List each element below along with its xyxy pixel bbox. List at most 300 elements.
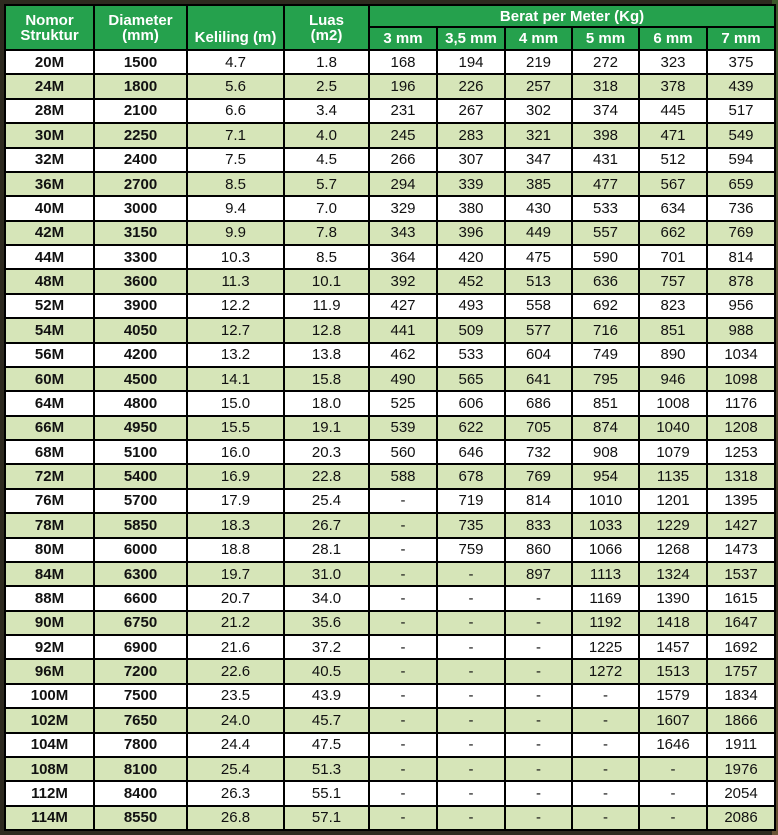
cell-berat-6mm: - [639, 781, 707, 805]
header-luas [284, 5, 369, 50]
cell-diameter: 6300 [94, 562, 187, 586]
cell-berat-5mm: 374 [572, 99, 639, 123]
header-diameter [94, 5, 187, 50]
cell-berat-3-5mm: 565 [437, 367, 505, 391]
table-row [5, 99, 775, 123]
table-row [5, 659, 775, 683]
cell-nomor-struktur: 88M [5, 586, 94, 610]
cell-luas: 37.2 [284, 635, 369, 659]
cell-diameter: 5400 [94, 464, 187, 488]
cell-berat-3mm: - [369, 513, 437, 537]
table-row [5, 367, 775, 391]
cell-berat-6mm: 890 [639, 343, 707, 367]
cell-berat-7mm: 375 [707, 50, 775, 74]
cell-berat-6mm: 757 [639, 269, 707, 293]
cell-luas: 18.0 [284, 391, 369, 415]
cell-berat-7mm: 439 [707, 74, 775, 98]
table-row [5, 196, 775, 220]
cell-berat-5mm: 1272 [572, 659, 639, 683]
header-nomor-struktur [5, 5, 94, 50]
table-row [5, 172, 775, 196]
cell-keliling: 26.3 [187, 781, 284, 805]
cell-keliling: 20.7 [187, 586, 284, 610]
cell-berat-4mm: - [505, 733, 572, 757]
cell-keliling: 16.0 [187, 440, 284, 464]
cell-berat-3mm: - [369, 684, 437, 708]
cell-berat-3mm: 294 [369, 172, 437, 196]
cell-keliling: 9.4 [187, 196, 284, 220]
cell-diameter: 2700 [94, 172, 187, 196]
cell-nomor-struktur: 114M [5, 806, 94, 830]
cell-berat-4mm: - [505, 659, 572, 683]
cell-berat-6mm: 662 [639, 221, 707, 245]
cell-nomor-struktur: 108M [5, 757, 94, 781]
cell-berat-3mm: - [369, 781, 437, 805]
cell-berat-4mm: 814 [505, 489, 572, 513]
cell-diameter: 1800 [94, 74, 187, 98]
cell-luas: 55.1 [284, 781, 369, 805]
cell-berat-4mm: 686 [505, 391, 572, 415]
cell-berat-3mm: 427 [369, 294, 437, 318]
cell-luas: 1.8 [284, 50, 369, 74]
cell-berat-5mm: 557 [572, 221, 639, 245]
cell-berat-3mm: 343 [369, 221, 437, 245]
cell-berat-3mm: 462 [369, 343, 437, 367]
cell-berat-4mm: 577 [505, 318, 572, 342]
header-thickness-6mm: 6 mm [639, 27, 707, 50]
header-thickness-4mm: 4 mm [505, 27, 572, 50]
cell-berat-7mm: 1537 [707, 562, 775, 586]
cell-berat-5mm: 272 [572, 50, 639, 74]
cell-luas: 19.1 [284, 416, 369, 440]
cell-luas: 4.0 [284, 123, 369, 147]
cell-berat-3mm: 168 [369, 50, 437, 74]
cell-diameter: 8550 [94, 806, 187, 830]
cell-berat-5mm: 1113 [572, 562, 639, 586]
cell-berat-6mm: 567 [639, 172, 707, 196]
table-row [5, 221, 775, 245]
cell-nomor-struktur: 92M [5, 635, 94, 659]
cell-berat-3-5mm: - [437, 562, 505, 586]
cell-keliling: 9.9 [187, 221, 284, 245]
cell-keliling: 11.3 [187, 269, 284, 293]
cell-berat-4mm: 257 [505, 74, 572, 98]
cell-berat-6mm: 1135 [639, 464, 707, 488]
cell-berat-4mm: - [505, 684, 572, 708]
cell-keliling: 14.1 [187, 367, 284, 391]
cell-berat-3mm: 364 [369, 245, 437, 269]
cell-berat-4mm: 219 [505, 50, 572, 74]
cell-luas: 28.1 [284, 538, 369, 562]
table-row [5, 440, 775, 464]
cell-berat-4mm: 897 [505, 562, 572, 586]
cell-berat-4mm: 705 [505, 416, 572, 440]
cell-berat-6mm: 1201 [639, 489, 707, 513]
cell-diameter: 5700 [94, 489, 187, 513]
cell-diameter: 4050 [94, 318, 187, 342]
cell-luas: 57.1 [284, 806, 369, 830]
cell-berat-6mm: 1646 [639, 733, 707, 757]
cell-nomor-struktur: 76M [5, 489, 94, 513]
cell-berat-3-5mm: - [437, 806, 505, 830]
cell-berat-3-5mm: 606 [437, 391, 505, 415]
cell-keliling: 18.8 [187, 538, 284, 562]
cell-berat-7mm: 1911 [707, 733, 775, 757]
cell-berat-6mm: 1079 [639, 440, 707, 464]
table-row [5, 684, 775, 708]
cell-berat-5mm: - [572, 708, 639, 732]
cell-luas: 45.7 [284, 708, 369, 732]
cell-berat-3-5mm: - [437, 659, 505, 683]
cell-berat-3-5mm: - [437, 708, 505, 732]
cell-berat-6mm: - [639, 806, 707, 830]
cell-luas: 7.8 [284, 221, 369, 245]
cell-berat-5mm: - [572, 757, 639, 781]
cell-keliling: 5.6 [187, 74, 284, 98]
cell-luas: 13.8 [284, 343, 369, 367]
cell-diameter: 3150 [94, 221, 187, 245]
cell-berat-4mm: 347 [505, 148, 572, 172]
cell-berat-7mm: 878 [707, 269, 775, 293]
cell-berat-3mm: 539 [369, 416, 437, 440]
cell-berat-3mm: - [369, 538, 437, 562]
cell-keliling: 26.8 [187, 806, 284, 830]
cell-diameter: 4800 [94, 391, 187, 415]
cell-keliling: 13.2 [187, 343, 284, 367]
table-row [5, 318, 775, 342]
cell-berat-7mm: 1866 [707, 708, 775, 732]
table-row [5, 757, 775, 781]
table-row [5, 513, 775, 537]
cell-berat-3-5mm: 493 [437, 294, 505, 318]
cell-diameter: 4500 [94, 367, 187, 391]
cell-diameter: 2250 [94, 123, 187, 147]
cell-berat-7mm: 769 [707, 221, 775, 245]
cell-berat-3mm: 196 [369, 74, 437, 98]
table-row [5, 806, 775, 830]
cell-berat-5mm: 795 [572, 367, 639, 391]
cell-berat-6mm: 1008 [639, 391, 707, 415]
header-thickness-5mm: 5 mm [572, 27, 639, 50]
cell-keliling: 21.2 [187, 611, 284, 635]
table-row [5, 464, 775, 488]
table-row [5, 148, 775, 172]
cell-keliling: 15.5 [187, 416, 284, 440]
cell-berat-7mm: 1253 [707, 440, 775, 464]
header-thickness-3mm: 3 mm [369, 27, 437, 50]
cell-nomor-struktur: 80M [5, 538, 94, 562]
cell-nomor-struktur: 42M [5, 221, 94, 245]
cell-luas: 5.7 [284, 172, 369, 196]
cell-berat-6mm: 946 [639, 367, 707, 391]
table-row [5, 708, 775, 732]
cell-berat-7mm: 1318 [707, 464, 775, 488]
cell-berat-6mm: 323 [639, 50, 707, 74]
cell-berat-4mm: 860 [505, 538, 572, 562]
cell-berat-7mm: 1757 [707, 659, 775, 683]
cell-keliling: 7.1 [187, 123, 284, 147]
cell-berat-6mm: 378 [639, 74, 707, 98]
cell-keliling: 4.7 [187, 50, 284, 74]
table-row [5, 294, 775, 318]
cell-keliling: 12.2 [187, 294, 284, 318]
cell-berat-7mm: 1834 [707, 684, 775, 708]
cell-luas: 3.4 [284, 99, 369, 123]
cell-berat-7mm: 1473 [707, 538, 775, 562]
cell-berat-5mm: 874 [572, 416, 639, 440]
cell-berat-5mm: - [572, 733, 639, 757]
cell-berat-3-5mm: - [437, 611, 505, 635]
cell-luas: 51.3 [284, 757, 369, 781]
table-row [5, 733, 775, 757]
header-nomor-line2: Struktur [20, 26, 79, 44]
cell-luas: 11.9 [284, 294, 369, 318]
table-row [5, 123, 775, 147]
cell-berat-6mm: - [639, 757, 707, 781]
cell-nomor-struktur: 64M [5, 391, 94, 415]
table-row [5, 391, 775, 415]
cell-berat-7mm: 988 [707, 318, 775, 342]
cell-berat-4mm: 302 [505, 99, 572, 123]
cell-berat-6mm: 1040 [639, 416, 707, 440]
cell-berat-5mm: 1033 [572, 513, 639, 537]
cell-berat-7mm: 1647 [707, 611, 775, 635]
cell-berat-3-5mm: 509 [437, 318, 505, 342]
cell-nomor-struktur: 96M [5, 659, 94, 683]
cell-luas: 22.8 [284, 464, 369, 488]
cell-berat-3mm: 231 [369, 99, 437, 123]
cell-nomor-struktur: 104M [5, 733, 94, 757]
cell-nomor-struktur: 68M [5, 440, 94, 464]
cell-berat-5mm: 716 [572, 318, 639, 342]
cell-berat-3mm: 266 [369, 148, 437, 172]
cell-berat-3mm: - [369, 489, 437, 513]
cell-keliling: 18.3 [187, 513, 284, 537]
cell-luas: 20.3 [284, 440, 369, 464]
table-row [5, 416, 775, 440]
cell-diameter: 6900 [94, 635, 187, 659]
cell-berat-7mm: 1976 [707, 757, 775, 781]
cell-berat-4mm: - [505, 635, 572, 659]
cell-berat-3mm: - [369, 708, 437, 732]
cell-berat-5mm: 1010 [572, 489, 639, 513]
table-row [5, 74, 775, 98]
cell-berat-3mm: - [369, 806, 437, 830]
cell-berat-3mm: - [369, 586, 437, 610]
cell-berat-7mm: 1395 [707, 489, 775, 513]
cell-nomor-struktur: 66M [5, 416, 94, 440]
cell-berat-3-5mm: 735 [437, 513, 505, 537]
table-row [5, 538, 775, 562]
cell-berat-3-5mm: 396 [437, 221, 505, 245]
table-row [5, 343, 775, 367]
header-luas-line1: Luas [308, 11, 344, 29]
cell-luas: 35.6 [284, 611, 369, 635]
pipe-weight-table [4, 4, 776, 831]
cell-diameter: 3600 [94, 269, 187, 293]
cell-luas: 10.1 [284, 269, 369, 293]
cell-berat-3mm: - [369, 659, 437, 683]
cell-berat-7mm: 1176 [707, 391, 775, 415]
table-header [5, 5, 775, 50]
cell-berat-7mm: 2054 [707, 781, 775, 805]
cell-berat-7mm: 1615 [707, 586, 775, 610]
cell-berat-3mm: 441 [369, 318, 437, 342]
cell-keliling: 25.4 [187, 757, 284, 781]
cell-nomor-struktur: 72M [5, 464, 94, 488]
cell-nomor-struktur: 28M [5, 99, 94, 123]
cell-keliling: 8.5 [187, 172, 284, 196]
cell-berat-3-5mm: - [437, 733, 505, 757]
cell-keliling: 22.6 [187, 659, 284, 683]
cell-berat-5mm: 590 [572, 245, 639, 269]
cell-berat-4mm: 769 [505, 464, 572, 488]
cell-berat-3-5mm: 759 [437, 538, 505, 562]
cell-keliling: 24.4 [187, 733, 284, 757]
cell-diameter: 5850 [94, 513, 187, 537]
cell-nomor-struktur: 44M [5, 245, 94, 269]
cell-diameter: 5100 [94, 440, 187, 464]
cell-berat-7mm: 814 [707, 245, 775, 269]
cell-nomor-struktur: 90M [5, 611, 94, 635]
cell-nomor-struktur: 112M [5, 781, 94, 805]
cell-luas: 47.5 [284, 733, 369, 757]
cell-berat-5mm: 533 [572, 196, 639, 220]
cell-berat-4mm: - [505, 708, 572, 732]
header-luas-line2: (m2) [310, 26, 343, 44]
cell-nomor-struktur: 30M [5, 123, 94, 147]
cell-nomor-struktur: 48M [5, 269, 94, 293]
cell-nomor-struktur: 100M [5, 684, 94, 708]
cell-berat-3-5mm: 339 [437, 172, 505, 196]
cell-berat-5mm: 477 [572, 172, 639, 196]
cell-keliling: 23.5 [187, 684, 284, 708]
table-row [5, 586, 775, 610]
cell-berat-3-5mm: 267 [437, 99, 505, 123]
cell-keliling: 10.3 [187, 245, 284, 269]
cell-berat-3-5mm: - [437, 684, 505, 708]
cell-diameter: 4200 [94, 343, 187, 367]
cell-diameter: 7800 [94, 733, 187, 757]
cell-berat-5mm: 692 [572, 294, 639, 318]
cell-berat-3-5mm: 678 [437, 464, 505, 488]
cell-keliling: 6.6 [187, 99, 284, 123]
cell-diameter: 2100 [94, 99, 187, 123]
cell-luas: 40.5 [284, 659, 369, 683]
cell-berat-4mm: - [505, 806, 572, 830]
cell-berat-5mm: 908 [572, 440, 639, 464]
cell-berat-6mm: 1607 [639, 708, 707, 732]
cell-nomor-struktur: 20M [5, 50, 94, 74]
cell-nomor-struktur: 54M [5, 318, 94, 342]
cell-berat-3-5mm: 646 [437, 440, 505, 464]
cell-nomor-struktur: 60M [5, 367, 94, 391]
cell-berat-6mm: 445 [639, 99, 707, 123]
cell-berat-6mm: 1229 [639, 513, 707, 537]
cell-berat-6mm: 1457 [639, 635, 707, 659]
cell-keliling: 16.9 [187, 464, 284, 488]
cell-luas: 25.4 [284, 489, 369, 513]
cell-berat-3mm: 588 [369, 464, 437, 488]
table-row [5, 245, 775, 269]
table-row [5, 489, 775, 513]
cell-berat-6mm: 1418 [639, 611, 707, 635]
cell-luas: 8.5 [284, 245, 369, 269]
cell-berat-3-5mm: - [437, 781, 505, 805]
cell-berat-3mm: - [369, 611, 437, 635]
cell-berat-3mm: 392 [369, 269, 437, 293]
cell-nomor-struktur: 36M [5, 172, 94, 196]
cell-berat-5mm: 318 [572, 74, 639, 98]
cell-nomor-struktur: 56M [5, 343, 94, 367]
cell-berat-7mm: 1208 [707, 416, 775, 440]
cell-berat-3-5mm: 622 [437, 416, 505, 440]
cell-berat-3mm: - [369, 757, 437, 781]
cell-berat-5mm: 431 [572, 148, 639, 172]
cell-luas: 12.8 [284, 318, 369, 342]
cell-berat-3mm: 560 [369, 440, 437, 464]
cell-berat-3mm: - [369, 562, 437, 586]
cell-diameter: 7650 [94, 708, 187, 732]
cell-keliling: 19.7 [187, 562, 284, 586]
cell-berat-6mm: 471 [639, 123, 707, 147]
cell-berat-4mm: 604 [505, 343, 572, 367]
table-body [5, 50, 775, 830]
cell-berat-4mm: 475 [505, 245, 572, 269]
cell-berat-5mm: 851 [572, 391, 639, 415]
cell-berat-7mm: 956 [707, 294, 775, 318]
cell-berat-4mm: 430 [505, 196, 572, 220]
header-nomor-line1: Nomor [25, 11, 74, 29]
cell-berat-5mm: 1169 [572, 586, 639, 610]
cell-berat-6mm: 701 [639, 245, 707, 269]
cell-luas: 34.0 [284, 586, 369, 610]
cell-berat-6mm: 823 [639, 294, 707, 318]
cell-berat-7mm: 1692 [707, 635, 775, 659]
cell-berat-3-5mm: 452 [437, 269, 505, 293]
header-keliling-label: Keliling (m) [194, 29, 277, 46]
cell-berat-7mm: 736 [707, 196, 775, 220]
cell-nomor-struktur: 40M [5, 196, 94, 220]
cell-nomor-struktur: 24M [5, 74, 94, 98]
cell-diameter: 3900 [94, 294, 187, 318]
cell-berat-5mm: - [572, 806, 639, 830]
cell-diameter: 3000 [94, 196, 187, 220]
cell-berat-3mm: 245 [369, 123, 437, 147]
header-keliling [187, 5, 284, 50]
table-row [5, 611, 775, 635]
cell-luas: 7.0 [284, 196, 369, 220]
header-diameter-line1: Diameter [108, 11, 173, 29]
header-thickness-3-5mm: 3,5 mm [437, 27, 505, 50]
cell-berat-4mm: 641 [505, 367, 572, 391]
cell-berat-7mm: 1427 [707, 513, 775, 537]
cell-berat-4mm: 385 [505, 172, 572, 196]
cell-berat-3-5mm: - [437, 635, 505, 659]
table-row [5, 50, 775, 74]
cell-berat-5mm: 954 [572, 464, 639, 488]
cell-luas: 4.5 [284, 148, 369, 172]
cell-berat-5mm: 636 [572, 269, 639, 293]
cell-luas: 31.0 [284, 562, 369, 586]
cell-berat-3-5mm: 533 [437, 343, 505, 367]
cell-berat-5mm: 1225 [572, 635, 639, 659]
cell-berat-6mm: 1390 [639, 586, 707, 610]
header-thickness-7mm: 7 mm [707, 27, 775, 50]
cell-berat-4mm: 558 [505, 294, 572, 318]
cell-berat-3-5mm: 226 [437, 74, 505, 98]
table-row [5, 635, 775, 659]
